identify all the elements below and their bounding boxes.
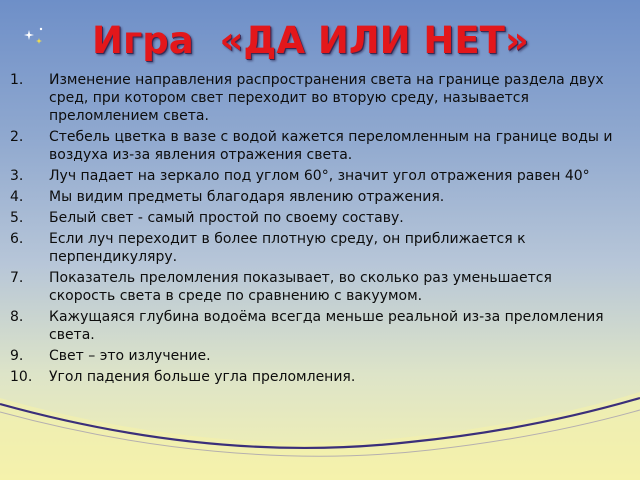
list-item (0, 128, 622, 164)
list-item (0, 368, 622, 386)
list-item (0, 269, 622, 305)
list-item (0, 188, 622, 206)
item-number: 1. (10, 72, 24, 88)
item-text: Белый свет - самый простой по своему составу. (49, 210, 404, 226)
list-item (0, 71, 622, 125)
item-number: 10. (10, 369, 33, 385)
item-text: Показатель преломления показывает, во сколько раз уменьшается скорость света в среде по сравнению с вакуумом. (49, 270, 552, 304)
item-text: Свет – это излучение. (49, 348, 211, 364)
item-number: 2. (10, 129, 24, 145)
item-text: Луч падает на зеркало под углом 60°, значит угол отражения равен 40° (49, 168, 590, 184)
item-number: 7. (10, 270, 24, 286)
item-number: 4. (10, 189, 24, 205)
list-item (0, 167, 622, 185)
item-text: Угол падения больше угла преломления. (49, 369, 356, 385)
item-number: 5. (10, 210, 24, 226)
slide-title: Игра «ДА ИЛИ НЕТ» (92, 19, 529, 62)
item-number: 8. (10, 309, 24, 325)
item-text: Мы видим предметы благодаря явлению отражения. (49, 189, 445, 205)
item-text: Изменение направления распространения света на границе раздела двух сред, при котором свет переходит во вторую среду, называется преломлением света. (49, 72, 604, 124)
list-item (0, 209, 622, 227)
list-item (0, 347, 622, 365)
item-text: Если луч переходит в более плотную среду, он приближается к перпендикуляру. (49, 231, 526, 265)
item-text: Кажущаяся глубина водоёма всегда меньше реальной из-за преломления света. (49, 309, 604, 343)
item-number: 6. (10, 231, 24, 247)
item-number: 9. (10, 348, 24, 364)
list-item (0, 308, 622, 344)
item-text: Стебель цветка в вазе с водой кажется переломленным на границе воды и воздуха из-за явления отражения света. (49, 129, 613, 163)
question-list (0, 71, 622, 389)
item-number: 3. (10, 168, 24, 184)
list-item (0, 230, 622, 266)
sparkle-stars-icon (22, 24, 48, 50)
